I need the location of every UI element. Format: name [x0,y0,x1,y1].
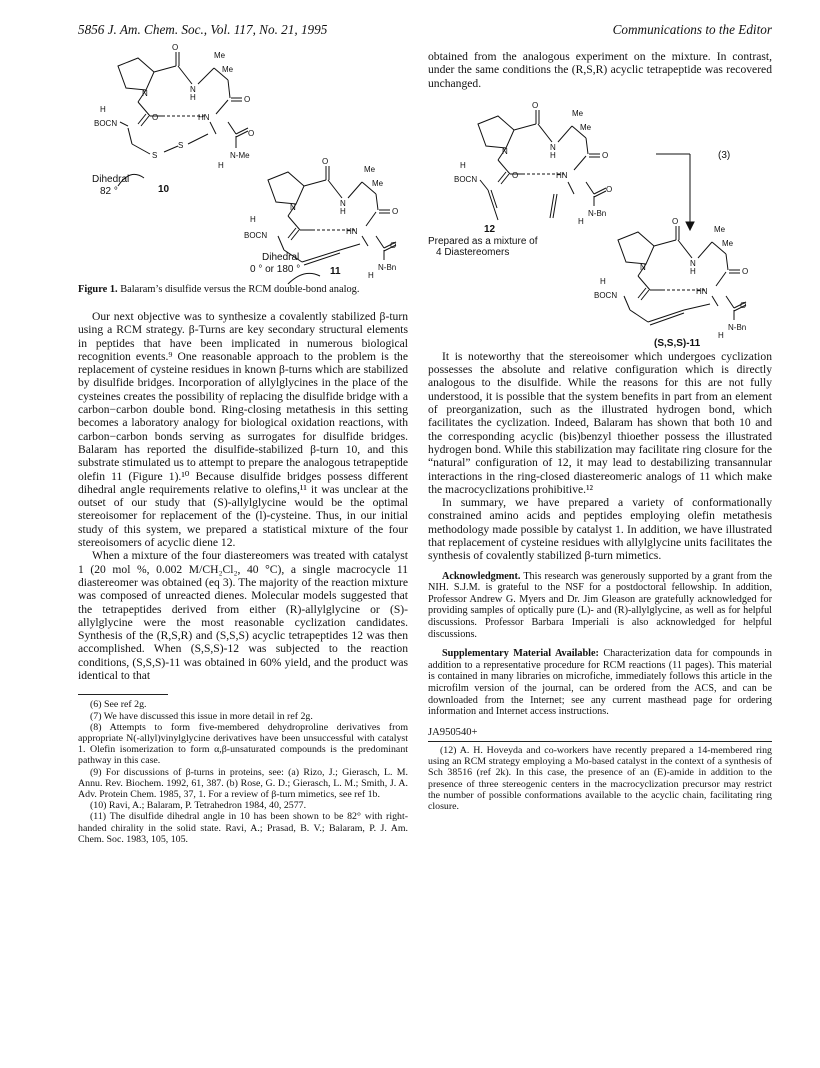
label-me4: Me [372,179,384,188]
scheme-o3: O [512,170,519,180]
label-s: S [152,151,158,160]
label-hn2: HN [346,227,358,236]
scheme-o: O [532,100,539,110]
footnote-8: (8) Attempts to form five-membered dehydroproline derivatives from appropriate N(-allyl)vinylglycine derivatives have been unsuccessful with catalyst 1. Olefin isomerization to form α,β-unsaturated compounds is the predominant pathway in this case. [78,721,408,767]
supplementary-text: Characterization data for compounds in addition to a representative procedure for RCM reactions (11 pages). This material is contained in many libraries on microfiche, immediately follows this article in the microfilm version of the journal, can be ordered from the ACS, and can be downloaded from the Internet; see any current masthead page for ordering information and Internet access instructions. [428,648,772,718]
scheme-nbn: N-Bn [588,208,607,218]
caption-text: Balaram’s disulfide versus the RCM double-bond analog. [117,284,360,295]
prep-line-1: Prepared as a mixture of [428,235,538,247]
footnote-rule [78,694,168,695]
product-h3: H [718,330,724,340]
label-o4: O [248,129,255,138]
dihedral-10-value: 82 ° [100,186,118,197]
caption-label: Figure 1. [78,284,118,295]
scheme-h: H [550,150,556,160]
product-h2: H [600,276,606,286]
scheme-me: Me [572,108,584,118]
supplementary-label: Supplementary Material Available: [442,648,599,660]
label-nme: N-Me [230,151,250,160]
compound-12-label: 12 [484,223,496,235]
label-boc: BOCN [94,119,118,128]
product-me: Me [714,224,726,234]
product-boc: BOCN [594,290,618,300]
product-o2: O [742,266,749,276]
page-header [78,22,772,40]
section-title: Communications to the Editor [612,22,772,37]
label-h4: H [340,207,346,216]
label-o5: O [322,157,329,166]
label-h2: H [100,105,106,114]
label-o7: O [390,241,397,250]
dihedral-10-label: Dihedral [92,174,130,185]
product-n2: N [640,262,646,272]
label-n2: N [142,89,148,98]
label-me2: Me [222,65,234,74]
label-h5: H [250,215,256,224]
product-nbn: N-Bn [728,322,747,332]
label-h3: H [218,161,224,170]
scheme-h2: H [460,160,466,170]
scheme-o2: O [602,150,609,160]
label-o: O [172,43,179,52]
acknowledgment-text: This research was generously supported by a grant from the NIH. S.J.M. is grateful to the NSF for a postdoctoral fellowship. In addition, Professor Andrew G. Myers and Dr. Jim Gleason are gratefully acknowledged for providing samples of optically pure (L)- and (R)-allylglycine, as well as for helpful discussions. Professor Barbara Imperiali is also acknowledged for helpful discussions. [428,570,772,640]
product-o3: O [740,300,747,310]
dihedral-11-value: 0 ° or 180 ° [250,264,301,275]
acknowledgment [428,571,772,641]
label-me: Me [214,51,226,60]
footnote-11: (11) The disulfide dihedral angle in 10 has been shown to be 82° with right-handed chirality in the solid state. Ravi, A.; Prasad, B. V.; Balaram, P. J. Am. Chem. Soc. 1983, 105, 105. [78,811,408,845]
footnote-7: (7) We have discussed this issue in more detail in ref 2g. [90,710,313,722]
label-n: N [190,85,196,94]
figure-1 [78,43,408,280]
label-o3: O [152,113,159,122]
figure-1-caption [78,284,408,296]
paragraph-right-2: In summary, we have prepared a variety of conformationally constrained amino acids and peptides employing olefin metathesis methodology made possible by catalyst 1. In addition, we have illustrated that replacement of cysteine residues with allylglycine units facilitates the synthesis of covalently stabilized β-turn mimetics. [428,496,772,563]
product-h: H [690,266,696,276]
footnote-6: (6) See ref 2g. [90,699,147,711]
label-nbn: N-Bn [378,263,397,272]
journal-citation: 5856 J. Am. Chem. Soc., Vol. 117, No. 21, 1995 [78,22,328,37]
product-n: N [690,258,696,268]
product-me2: Me [722,238,734,248]
dihedral-11-label: Dihedral [262,252,300,263]
scheme-me2: Me [580,122,592,132]
label-n4: N [290,203,296,212]
scheme-h3: H [578,216,584,226]
label-boc2: BOCN [244,231,268,240]
scheme-boc: BOCN [454,174,478,184]
footnote-12: (12) A. H. Hoveyda and co-workers have recently prepared a 14-membered ring using an RCM strategy employing a Mo-based catalyst in the context of a synthesis of Sch 38516 (ref 2k). In this case, the presence of an (E)-amide in addition to the presence of three stereogenic centers in the macrocyclization precursor may restrict the number of possible conformations available to the acyclic chain, facilitating ring closure. [428,745,772,813]
acknowledgment-label: Acknowledgment. [442,570,521,582]
footnote-10: (10) Ravi, A.; Balaram, P. Tetrahedron 1984, 40, 2577. [90,800,307,812]
compound-10-label: 10 [158,184,170,195]
label-o2: O [244,95,251,104]
scheme-hn: HN [556,170,568,180]
pyrrolidine-ring-11 [268,172,304,204]
equation-number: (3) [718,149,731,161]
paragraph-right-1: It is noteworthy that the stereoisomer which undergoes cyclization possesses the absolute and relative configuration which is directly analogous to the disulfide. While the reasons for this are not fully understood, it is possible that the system benefits in part from an element of preorganization, such as the illustrated hydrogen bond, which facilitates the cyclization. Indeed, Balaram has shown that both 10 and the corresponding acyclic (bis)benzyl thioether possess the illustrated hydrogen bond. While this stabilization may facilitate ring closure for the “natural” configuration of 12, it may lead to destabilizing transannular interactions in the ring-closed diastereomeric analogs of 11 which make the macrocyclizations prohibitive.¹² [428,349,772,496]
paragraph-left-2: When a mixture of the four diastereomers was treated with catalyst 1 (20 mol %, 0.002 M/CH₂Cl₂, 40 °C), a single macrocycle 11 diastereomer was obtained (eq 3). The majority of the reaction mixture was composed of unreacted dienes. Molecular models suggested that the tetrapeptides derived from either (R)-allylglycine or (S)-allylglycine were the most reasonable cyclization candidates. Synthesis of the (R,S,R) and (S,S,S) acyclic tetrapeptides 12 was then accomplished. When (S,S,S)-12 was subjected to the reaction conditions, (S,S,S)-11 was obtained in 60% yield, and the product was identical to that [78,549,408,683]
scheme-o4: O [606,184,613,194]
pyrrolidine-ring-10 [118,58,154,90]
label-o6: O [392,207,399,216]
label-h: H [190,93,196,102]
footnote-9: (9) For discussions of β-turns in proteins, see: (a) Rizo, J.; Gierasch, L. M. Annu. Rev. Biochem. 1992, 61, 387. (b) Rose, G. D.; Gierasch, L. M.; Smith, J. A. Adv. Protein Chem. 1985, 37, 1. For a review of β-turn mimetics, see ref 1b. [78,766,408,800]
label-n3: N [340,199,346,208]
scheme-eq-3 [428,90,772,350]
paragraph-left-1: Our next objective was to synthesize a covalently stabilized β-turn using a RCM strategy. β-Turns are key secondary structural elements in peptides that have been implicated in numerous biological recognition events.⁹ One reasonable approach to the problem is the replacement of cysteine residues in known β-turns which are stabilized by disulfide bridges. Incorporation of allylglycines in the place of the cysteines creates the possibility of replacing the disulfide bridge with a carbon−carbon double bond. Ring-closing metathesis in this setting becomes a laboratory analogy for biological oxidation reactions, with carbon−carbon bonds serving as surrogates for disulfide bridges. Balaram has reported the disulfide-stabilized β-turn 10, and this substrate stimulated us to attempt to prepare the analogous tetrapeptide olefin 11 (Figure 1).¹⁰ Because disulfide bridges possess different dihedral angle requirements relative to olefins,¹¹ it was unclear at the outset of our study that (S)-allylglycine would be the optimal stereoisomer for replacement of the (l)-cysteine. Thus, in our initial study of this system, we prepared a statistical mixture of the four stereoisomers of acyclic diene 12. [78,310,408,550]
product-hn: HN [696,286,708,296]
scheme-n2: N [502,146,508,156]
pyrrolidine-ring-12 [478,116,514,148]
label-h6: H [368,271,374,280]
label-s2: S [178,141,184,150]
label-me3: Me [364,165,376,174]
product-label: (S,S,S)-11 [654,337,701,349]
right-column [428,50,772,812]
supplementary-material [428,648,772,718]
pyrrolidine-ring-product [618,232,654,264]
manuscript-code: JA950540+ [428,726,478,738]
footnote-rule-right [428,741,772,742]
label-hn: HN [198,113,210,122]
scheme-n: N [550,142,556,152]
paragraph-right-intro: obtained from the analogous experiment on the mixture. In contrast, under the same conditions the (R,S,R) acyclic tetrapeptide was recovered unchanged. [428,50,772,90]
compound-11-label: 11 [330,266,341,277]
prep-line-2: 4 Diastereomers [436,246,510,258]
product-o: O [672,216,679,226]
left-column [78,43,408,845]
